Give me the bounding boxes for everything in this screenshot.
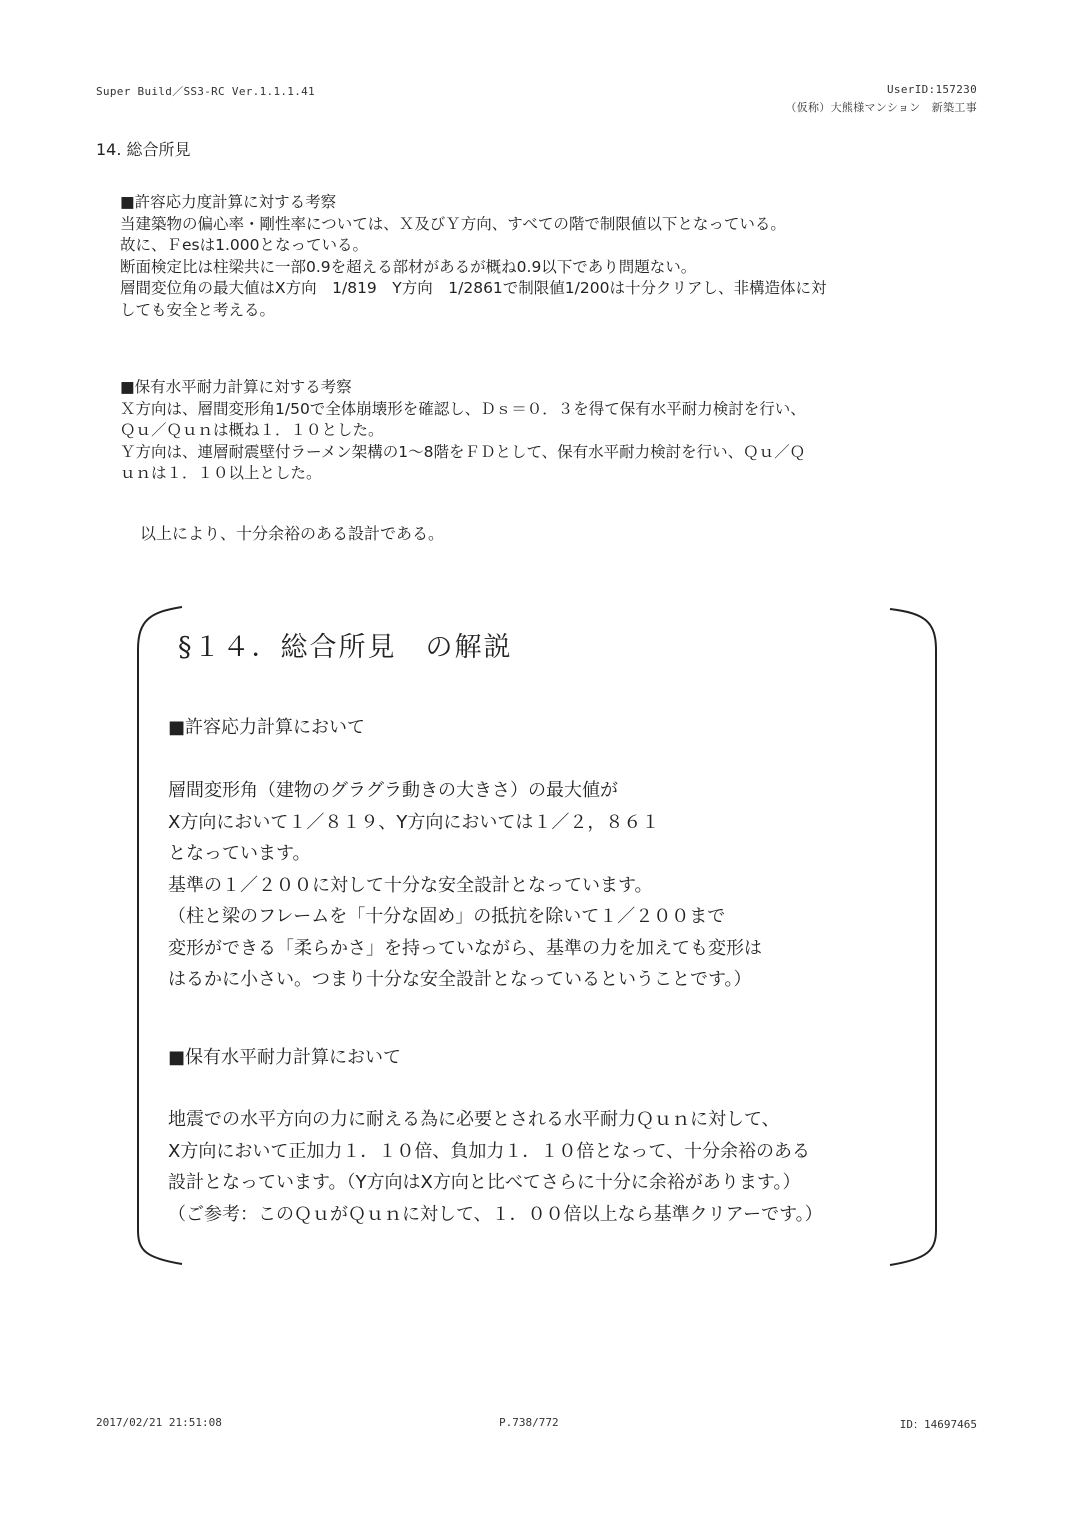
section-title: 14. 総合所見: [96, 140, 191, 159]
commentary-body-horizontal: [168, 1104, 823, 1230]
footer-timestamp: 2017/02/21 21:51:08: [96, 1416, 222, 1429]
allowable-stress-line: 断面検定比は柱梁共に一部0.9を超える部材があるが概ね0.9以下であり問題ない。: [120, 257, 697, 276]
conclusion-text: 以上により、十分余裕のある設計である。: [140, 524, 445, 543]
footer-document-id: ID：14697465: [899, 1418, 977, 1431]
commentary-line: 地震での水平方向の力に耐える為に必要とされる水平耐力Ｑｕｎに対して、: [168, 1109, 780, 1130]
commentary-line: （柱と梁のフレームを「十分な固め」の抵抗を除いて１／２００まで: [168, 906, 726, 927]
allowable-stress-line: 層間変位角の最大値はX方向 1/819 Y方向 1/2861で制限値1/200は十分クリアし、非構造体に対: [120, 279, 827, 297]
commentary-body-allowable: [168, 775, 762, 996]
horizontal-capacity-line: Ｙ方向は、連層耐震壁付ラーメン架構の1～8階をＦＤとして、保有水平耐力検討を行い、Ｑｕ／Ｑ: [120, 442, 806, 461]
allowable-stress-line: 当建築物の偏心率・剛性率については、Ｘ及びＹ方向、すべての階で制限値以下となっている。: [120, 214, 786, 233]
commentary-line: 基準の１／２００に対して十分な安全設計となっています。: [168, 874, 653, 896]
header-software-version: Super Build／SS3-RC Ver.1.1.1.41: [96, 85, 315, 98]
commentary-line: 設計となっています。（Y方向はX方向と比べてさらに十分に余裕があります。）: [168, 1172, 801, 1193]
commentary-line: 層間変形角（建物のグラグラ動きの大きさ）の最大値が: [168, 780, 618, 801]
horizontal-capacity-line: Ｑｕ／Ｑｕｎは概ね１．１０とした。: [120, 421, 384, 439]
commentary-line: となっています。: [168, 843, 311, 864]
header-user-id: UserID:157230: [887, 83, 977, 96]
allowable-stress-heading: ■許容応力度計算に対する考察: [120, 193, 337, 211]
commentary-heading-horizontal: ■保有水平耐力計算において: [168, 1047, 402, 1068]
commentary-line: X方向において正加力１．１０倍、負加力１．１０倍となって、十分余裕のある: [168, 1140, 810, 1162]
allowable-stress-line: 故に、Ｆesは1.000となっている。: [120, 236, 368, 254]
commentary-line: 変形ができる「柔らかさ」を持っていながら、基準の力を加えても変形は: [168, 937, 762, 959]
horizontal-capacity-line: Ｘ方向は、層間変形角1/50で全体崩壊形を確認し、Ｄｓ＝０．３を得て保有水平耐力検討を行い、: [120, 399, 806, 418]
commentary-line: （ご参考：このＱｕがＱｕｎに対して、１．００倍以上なら基準クリアーです。）: [168, 1203, 823, 1225]
commentary-heading-allowable: ■許容応力計算において: [168, 717, 366, 738]
horizontal-capacity-heading: ■保有水平耐力計算に対する考察: [120, 378, 352, 396]
footer-page-number: P.738/772: [499, 1416, 559, 1429]
allowable-stress-line: しても安全と考える。: [120, 300, 276, 319]
commentary-title: §１４．総合所見 の解説: [178, 632, 513, 663]
commentary-line: X方向において１／８１９、Y方向においては１／２，８６１: [168, 811, 660, 833]
horizontal-capacity-line: ｕｎは１．１０以上とした。: [120, 464, 322, 482]
commentary-line: はるかに小さい。つまり十分な安全設計となっているということです。）: [168, 969, 752, 990]
header-project-name: （仮称）大熊様マンション 新築工事: [785, 101, 977, 114]
